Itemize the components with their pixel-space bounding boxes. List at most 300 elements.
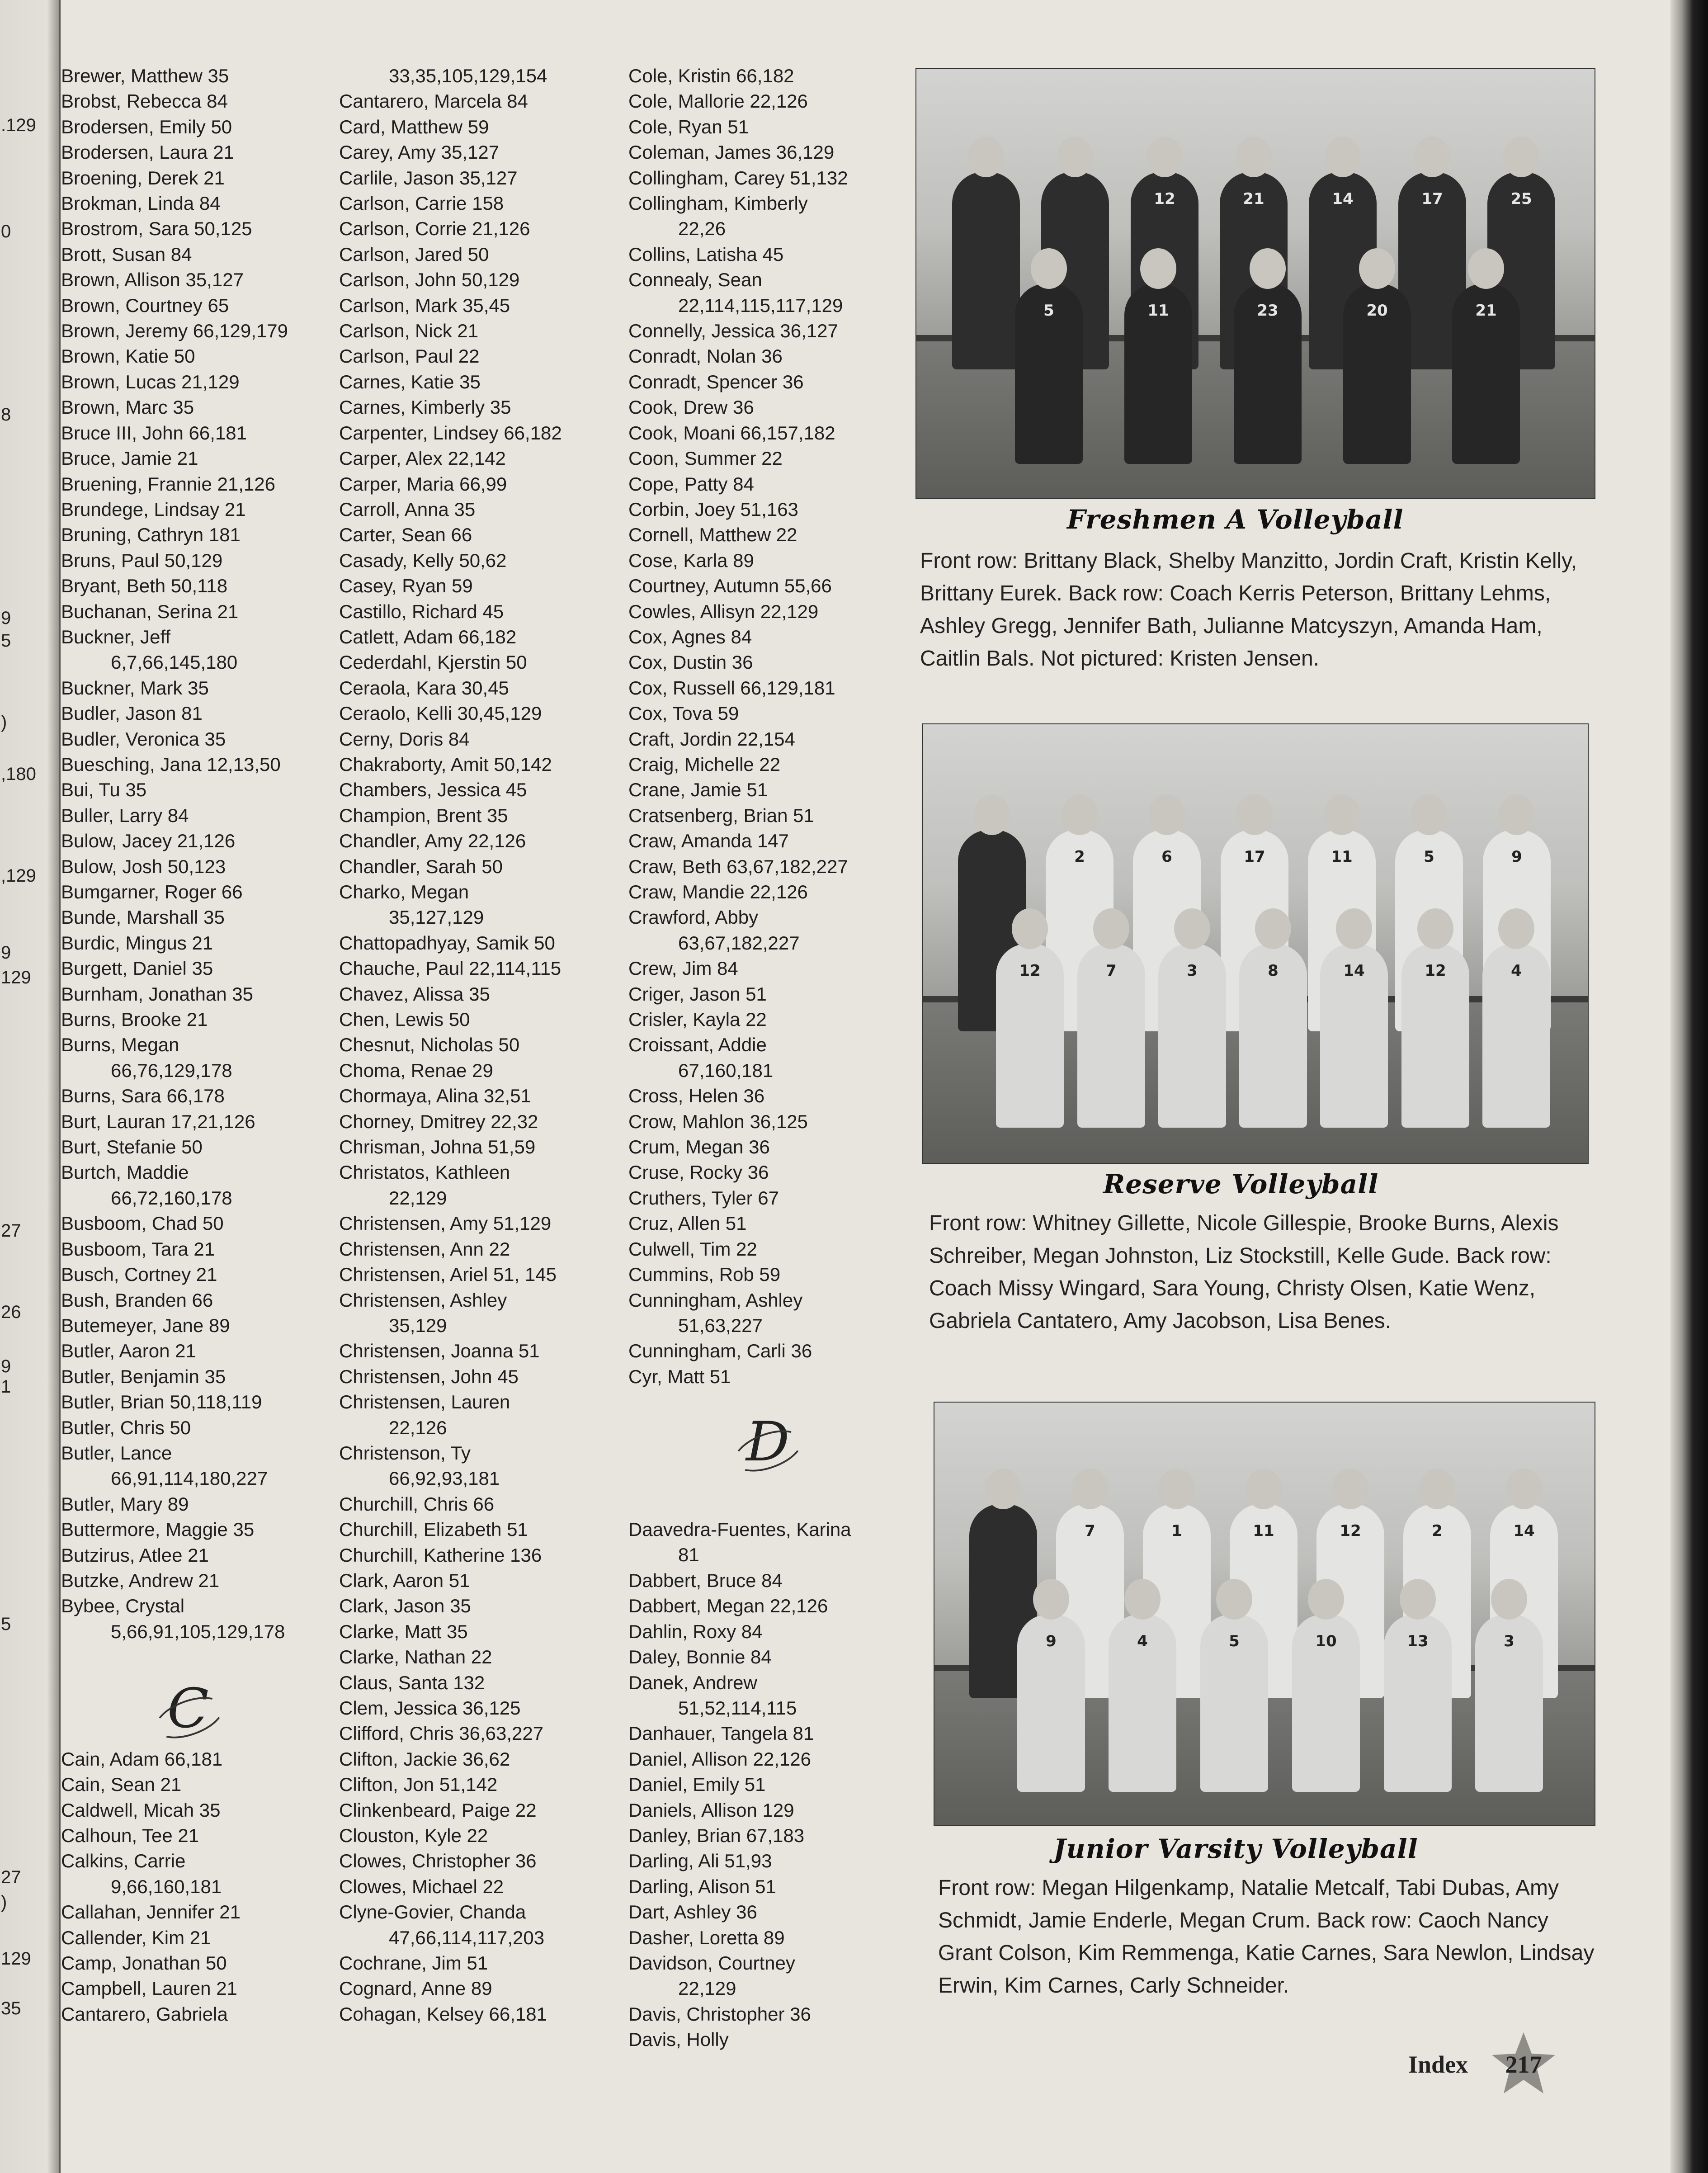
- index-entry: Bruce, Jamie 21: [61, 448, 198, 469]
- index-entry: Collingham, Kimberly: [628, 193, 808, 214]
- index-entry: Darling, Alison 51: [628, 1875, 776, 1897]
- index-entry: Busboom, Chad 50: [61, 1213, 224, 1234]
- index-entry: Christensen, Joanna 51: [339, 1340, 540, 1362]
- index-entry: Busboom, Tara 21: [61, 1238, 215, 1260]
- index-entry: Charko, Megan: [339, 881, 469, 902]
- previous-page-fragment: 129: [1, 968, 31, 987]
- index-entry: Brott, Susan 84: [61, 243, 192, 265]
- index-entry: Dabbert, Bruce 84: [628, 1569, 783, 1591]
- index-entry: 5,66,91,105,129,178: [111, 1620, 285, 1642]
- index-entry: 66,91,114,180,227: [111, 1468, 268, 1489]
- index-entry: Chavez, Alissa 35: [339, 983, 490, 1005]
- index-entry: Cantarero, Gabriela: [61, 2003, 228, 2025]
- footer-index-label: Index: [1408, 2051, 1468, 2078]
- index-entry: Carnes, Kimberly 35: [339, 397, 511, 418]
- index-entry: 22,26: [678, 218, 726, 240]
- coach-figure: [952, 172, 1020, 369]
- index-entry: Bush, Branden 66: [61, 1289, 213, 1311]
- index-entry: Carlson, Mark 35,45: [339, 294, 510, 316]
- index-entry: 33,35,105,129,154: [389, 65, 547, 86]
- index-entry: 9,66,160,181: [111, 1875, 222, 1897]
- index-entry: Croissant, Addie: [628, 1034, 767, 1056]
- index-entry: Carnes, Katie 35: [339, 371, 481, 392]
- jersey-number: 11: [1253, 1522, 1274, 1540]
- index-entry: Brobst, Rebecca 84: [61, 90, 228, 112]
- index-entry: Bui, Tu 35: [61, 779, 147, 801]
- index-entry: Cox, Russell 66,129,181: [628, 677, 835, 699]
- previous-page-fragment: 5: [1, 1614, 11, 1634]
- index-entry: Cox, Agnes 84: [628, 626, 752, 647]
- previous-page-fragment: ,180: [1, 764, 36, 784]
- index-entry: Dasher, Loretta 89: [628, 1927, 785, 1948]
- index-entry: Bruce III, John 66,181: [61, 422, 247, 444]
- index-entry: 66,72,160,178: [111, 1187, 232, 1209]
- index-entry: Davis, Holly: [628, 2029, 729, 2050]
- index-entry: Cose, Karla 89: [628, 549, 754, 571]
- index-entry: 66,92,93,181: [389, 1468, 500, 1489]
- index-entry: Callender, Kim 21: [61, 1927, 211, 1948]
- player-figure: [1109, 1614, 1176, 1792]
- jersey-number: 3: [1187, 962, 1198, 980]
- previous-page-fragment: 0: [1, 222, 11, 241]
- index-entry: Clark, Aaron 51: [339, 1569, 470, 1591]
- index-entry: Crisler, Kayla 22: [628, 1009, 767, 1030]
- index-entry: Clowes, Michael 22: [339, 1875, 504, 1897]
- player-figure: [1320, 944, 1388, 1128]
- team-title-junior-varsity: Junior Varsity Volleyball: [1053, 1833, 1418, 1864]
- index-entry: Cederdahl, Kjerstin 50: [339, 652, 527, 673]
- player-figure: [1200, 1614, 1268, 1792]
- index-entry: Coleman, James 36,129: [628, 142, 835, 163]
- index-entry: Clowes, Christopher 36: [339, 1850, 537, 1872]
- index-entry: Connealy, Sean: [628, 269, 762, 291]
- binding-edge: [1670, 0, 1708, 2173]
- index-entry: Christatos, Kathleen: [339, 1162, 510, 1183]
- index-entry: Brown, Katie 50: [61, 345, 195, 367]
- index-entry: Danhauer, Tangela 81: [628, 1723, 814, 1744]
- index-entry: Caldwell, Micah 35: [61, 1799, 221, 1821]
- index-entry: Crew, Jim 84: [628, 958, 738, 979]
- index-entry: Cognard, Anne 89: [339, 1978, 492, 1999]
- page-number: 217: [1505, 2051, 1542, 2078]
- jersey-number: 13: [1407, 1632, 1429, 1650]
- player-figure: [1292, 1614, 1360, 1792]
- index-entry: Ceraolo, Kelli 30,45,129: [339, 703, 542, 724]
- index-entry: 67,160,181: [678, 1059, 774, 1081]
- index-entry: Darling, Ali 51,93: [628, 1850, 772, 1872]
- index-entry: 51,52,114,115: [678, 1697, 797, 1719]
- index-entry: Carper, Maria 66,99: [339, 473, 507, 495]
- previous-page-edge: [0, 0, 61, 2173]
- jersey-number: 12: [1019, 962, 1041, 980]
- previous-page-fragment: 9: [1, 608, 11, 628]
- index-entry: Chesnut, Nicholas 50: [339, 1034, 520, 1056]
- index-entry: Daniel, Emily 51: [628, 1774, 766, 1795]
- index-entry: Burns, Megan: [61, 1034, 179, 1056]
- index-entry: Brown, Allison 35,127: [61, 269, 244, 291]
- player-figure: [1401, 944, 1469, 1128]
- index-entry: Bumgarner, Roger 66: [61, 881, 243, 902]
- index-entry: Burt, Lauran 17,21,126: [61, 1110, 255, 1132]
- index-entry: Cratsenberg, Brian 51: [628, 804, 814, 826]
- index-entry: Burns, Brooke 21: [61, 1009, 208, 1030]
- previous-page-fragment: 9: [1, 1356, 11, 1376]
- jersey-number: 5: [1424, 848, 1434, 866]
- index-entry: Collingham, Carey 51,132: [628, 167, 848, 189]
- index-entry: Brostrom, Sara 50,125: [61, 218, 252, 240]
- index-entry: Chakraborty, Amit 50,142: [339, 753, 552, 775]
- player-figure: [1077, 944, 1145, 1128]
- index-entry: Butzke, Andrew 21: [61, 1569, 220, 1591]
- index-entry: Chandler, Amy 22,126: [339, 830, 526, 852]
- index-entry: Butemeyer, Jane 89: [61, 1314, 230, 1336]
- team-photo-reserve: [922, 723, 1589, 1164]
- index-entry: Clouston, Kyle 22: [339, 1825, 488, 1847]
- index-entry: Cook, Drew 36: [628, 397, 754, 418]
- index-entry: Carey, Amy 35,127: [339, 142, 500, 163]
- index-entry: Burns, Sara 66,178: [61, 1085, 225, 1107]
- index-entry: Daniel, Allison 22,126: [628, 1748, 811, 1770]
- index-entry: Cowles, Allisyn 22,129: [628, 600, 819, 622]
- index-entry: Butzirus, Atlee 21: [61, 1544, 209, 1566]
- index-entry: Corbin, Joey 51,163: [628, 498, 798, 520]
- index-entry: Churchill, Katherine 136: [339, 1544, 542, 1566]
- index-entry: Cole, Ryan 51: [628, 116, 749, 137]
- index-entry: Davis, Christopher 36: [628, 2003, 811, 2025]
- index-entry: Christensen, John 45: [339, 1365, 519, 1387]
- jersey-number: 9: [1511, 848, 1522, 866]
- index-entry: Brokman, Linda 84: [61, 193, 221, 214]
- index-entry: Cox, Dustin 36: [628, 652, 753, 673]
- index-entry: Chambers, Jessica 45: [339, 779, 527, 801]
- index-entry: Carlson, Jared 50: [339, 243, 489, 265]
- index-entry: 47,66,114,117,203: [389, 1927, 545, 1948]
- index-entry: Burdic, Mingus 21: [61, 932, 213, 954]
- index-entry: Chrisman, Johna 51,59: [339, 1136, 536, 1158]
- index-entry: Cain, Adam 66,181: [61, 1748, 223, 1770]
- index-entry: Chattopadhyay, Samik 50: [339, 932, 555, 954]
- index-entry: Cain, Sean 21: [61, 1774, 182, 1795]
- index-entry: Danek, Andrew: [628, 1672, 757, 1693]
- previous-page-fragment: 26: [1, 1302, 21, 1322]
- index-entry: Calhoun, Tee 21: [61, 1824, 199, 1846]
- index-spacer: [61, 1644, 337, 1670]
- jersey-number: 8: [1268, 962, 1279, 980]
- index-entry: Burt, Stefanie 50: [61, 1136, 203, 1158]
- index-entry: Craw, Mandie 22,126: [628, 881, 808, 902]
- index-entry: Crane, Jamie 51: [628, 779, 768, 801]
- jersey-number: 12: [1154, 190, 1175, 208]
- index-entry: Campbell, Lauren 21: [61, 1978, 237, 1999]
- player-figure: [1158, 944, 1226, 1128]
- index-entry: Butler, Brian 50,118,119: [61, 1391, 262, 1413]
- jersey-number: 3: [1504, 1632, 1515, 1650]
- index-entry: Chen, Lewis 50: [339, 1009, 470, 1030]
- index-entry: Christensen, Ariel 51, 145: [339, 1264, 557, 1285]
- jersey-number: 2: [1432, 1522, 1443, 1540]
- index-entry: Crow, Mahlon 36,125: [628, 1110, 808, 1132]
- index-entry: 22,126: [389, 1417, 447, 1438]
- player-figure: [1475, 1614, 1543, 1792]
- index-entry: Buchanan, Serina 21: [61, 600, 239, 622]
- previous-page-fragment: ): [1, 712, 7, 732]
- index-entry: Broening, Derek 21: [61, 167, 225, 189]
- index-entry: Dahlin, Roxy 84: [628, 1620, 763, 1642]
- index-entry: Carroll, Anna 35: [339, 498, 476, 520]
- index-entry: Conradt, Nolan 36: [628, 345, 783, 367]
- index-entry: Cunningham, Carli 36: [628, 1340, 812, 1362]
- index-entry: Brown, Courtney 65: [61, 294, 229, 316]
- index-entry: Budler, Veronica 35: [61, 728, 226, 750]
- index-entry: Churchill, Chris 66: [339, 1493, 495, 1515]
- index-entry: Dabbert, Megan 22,126: [628, 1595, 828, 1617]
- index-entry: Danley, Brian 67,183: [628, 1824, 805, 1846]
- index-entry: Butler, Lance: [61, 1442, 172, 1464]
- index-entry: Chormaya, Alina 32,51: [339, 1085, 531, 1107]
- index-entry: Christensen, Ashley: [339, 1289, 507, 1311]
- index-entry: 35,129: [389, 1314, 447, 1336]
- index-entry: Carlson, John 50,129: [339, 269, 520, 291]
- index-entry: Brown, Lucas 21,129: [61, 371, 240, 392]
- player-figure: [1384, 1614, 1452, 1792]
- jersey-number: 17: [1244, 848, 1265, 866]
- team-caption-junior-varsity: Front row: Megan Hilgenkamp, Natalie Metcalf, Tabi Dubas, Amy Schmidt, Jamie Enderle, Megan Crum. Back row: Caoch Nancy Grant Colson, Kim Remmenga, Katie Carnes, Sara Newlon, Lindsay Erwin, Kim Carnes, Carly Schneider.: [938, 1876, 1595, 1998]
- index-entry: Brown, Jeremy 66,129,179: [61, 320, 288, 342]
- index-entry: Buttermore, Maggie 35: [61, 1519, 255, 1540]
- index-entry: Bruns, Paul 50,129: [61, 549, 223, 571]
- index-entry: Brewer, Matthew 35: [61, 65, 229, 86]
- index-entry: Cummins, Rob 59: [628, 1264, 781, 1285]
- index-entry: Casey, Ryan 59: [339, 575, 473, 597]
- team-caption-freshmen: Front row: Brittany Black, Shelby Manzitto, Jordin Craft, Kristin Kelly, Brittany Eurek. Back row: Coach Kerris Peterson, Brittany Lehms, Ashley Gregg, Jennifer Bath, Julianne Matcyszyn, Amanda Ham, Caitlin Bals. Not pictured: Kristen Jensen.: [920, 549, 1577, 671]
- previous-page-fragment: 27: [1, 1221, 21, 1241]
- index-entry: Choma, Renae 29: [339, 1059, 493, 1081]
- index-entry: Chandler, Sarah 50: [339, 855, 503, 877]
- index-entry: Christensen, Ann 22: [339, 1238, 510, 1260]
- jersey-number: 23: [1257, 302, 1279, 320]
- index-entry: Conradt, Spencer 36: [628, 371, 804, 392]
- index-entry: Bruning, Cathryn 181: [61, 524, 241, 546]
- index-entry: Clifton, Jon 51,142: [339, 1774, 498, 1795]
- index-entry: Buesching, Jana 12,13,50: [61, 753, 281, 775]
- index-entry: Carter, Sean 66: [339, 524, 472, 546]
- index-entry: Clarke, Nathan 22: [339, 1646, 492, 1668]
- index-entry: Collins, Latisha 45: [628, 243, 784, 265]
- index-entry: Bruening, Frannie 21,126: [61, 473, 275, 495]
- index-entry: Bybee, Crystal: [61, 1595, 185, 1617]
- index-entry: Chorney, Dmitrey 22,32: [339, 1110, 538, 1132]
- player-figure: [1017, 1614, 1085, 1792]
- index-entry: Butler, Aaron 21: [61, 1340, 196, 1362]
- index-entry: Budler, Jason 81: [61, 703, 203, 724]
- index-entry: Criger, Jason 51: [628, 983, 767, 1005]
- index-entry: Chauche, Paul 22,114,115: [339, 958, 561, 979]
- index-entry: Champion, Brent 35: [339, 804, 508, 826]
- index-entry: Cornell, Matthew 22: [628, 524, 797, 546]
- index-entry: Clark, Jason 35: [339, 1595, 471, 1617]
- previous-page-fragment: 9: [1, 943, 11, 963]
- jersey-number: 5: [1229, 1632, 1240, 1650]
- index-entry: Cruthers, Tyler 67: [628, 1187, 779, 1209]
- index-entry: 81: [678, 1544, 699, 1566]
- index-entry: Churchill, Elizabeth 51: [339, 1519, 528, 1540]
- index-column-2: [339, 63, 619, 2027]
- jersey-number: 20: [1366, 302, 1388, 320]
- index-entry: Carlson, Nick 21: [339, 320, 479, 342]
- jersey-number: 5: [1043, 302, 1054, 320]
- index-entry: Cross, Helen 36: [628, 1085, 765, 1107]
- jersey-number: 1: [1171, 1522, 1182, 1540]
- index-entry: Cole, Mallorie 22,126: [628, 90, 808, 112]
- index-entry: Carpenter, Lindsey 66,182: [339, 422, 562, 444]
- team-caption-reserve: Front row: Whitney Gillette, Nicole Gillespie, Brooke Burns, Alexis Schreiber, Megan Johnston, Liz Stockstill, Kelle Gude. Back row: Coach Missy Wingard, Sara Young, Christy Olsen, Katie Wenz, Gabriela Cantatero, Amy Jacobson, Lisa Benes.: [929, 1211, 1559, 1333]
- index-entry: Craft, Jordin 22,154: [628, 728, 795, 750]
- index-entry: Catlett, Adam 66,182: [339, 626, 517, 647]
- player-figure: [1482, 944, 1550, 1128]
- jersey-number: 11: [1331, 848, 1353, 866]
- index-entry: Butler, Mary 89: [61, 1493, 189, 1515]
- index-entry: Carper, Alex 22,142: [339, 448, 506, 469]
- index-entry: Courtney, Autumn 55,66: [628, 575, 832, 597]
- index-column-3: [628, 63, 909, 2053]
- jersey-number: 4: [1511, 962, 1522, 980]
- index-entry: Cruz, Allen 51: [628, 1213, 747, 1234]
- previous-page-fragment: 129: [1, 1949, 31, 1969]
- index-entry: Christenson, Ty: [339, 1442, 471, 1464]
- index-entry: Dart, Ashley 36: [628, 1901, 757, 1923]
- index-entry: 22,129: [389, 1187, 447, 1209]
- section-letter-d: D: [746, 1415, 789, 1469]
- index-entry: Cole, Kristin 66,182: [628, 65, 794, 86]
- index-entry: Cunningham, Ashley: [628, 1289, 803, 1311]
- index-entry: Bulow, Jacey 21,126: [61, 830, 236, 852]
- index-entry: Davidson, Courtney: [628, 1952, 795, 1974]
- player-figure: [996, 944, 1064, 1128]
- jersey-number: 7: [1085, 1522, 1095, 1540]
- player-figure: [1452, 283, 1520, 464]
- index-entry: Camp, Jonathan 50: [61, 1952, 227, 1974]
- jersey-number: 6: [1161, 848, 1172, 866]
- team-title-freshmen: Freshmen A Volleyball: [1067, 504, 1404, 535]
- index-entry: Callahan, Jennifer 21: [61, 1901, 241, 1923]
- index-entry: Brown, Marc 35: [61, 397, 194, 418]
- index-entry: Clem, Jessica 36,125: [339, 1697, 521, 1719]
- previous-page-fragment: 27: [1, 1867, 21, 1887]
- index-entry: Bryant, Beth 50,118: [61, 575, 228, 597]
- index-entry: Christensen, Amy 51,129: [339, 1213, 552, 1234]
- index-entry: Clarke, Matt 35: [339, 1620, 468, 1642]
- index-spacer: [628, 1492, 909, 1517]
- index-entry: Card, Matthew 59: [339, 116, 489, 137]
- index-entry: Buckner, Jeff: [61, 626, 171, 647]
- index-entry: Christensen, Lauren: [339, 1391, 510, 1413]
- index-entry: Crawford, Abby: [628, 907, 759, 928]
- jersey-number: 10: [1315, 1632, 1337, 1650]
- index-entry: Busch, Cortney 21: [61, 1264, 217, 1285]
- jersey-number: 2: [1074, 848, 1085, 866]
- index-entry: Cook, Moani 66,157,182: [628, 422, 835, 444]
- index-entry: Cope, Patty 84: [628, 473, 754, 495]
- index-entry: 66,76,129,178: [111, 1059, 232, 1081]
- jersey-number: 7: [1106, 962, 1117, 980]
- index-entry: Crum, Megan 36: [628, 1136, 770, 1158]
- index-entry: Carlson, Corrie 21,126: [339, 218, 530, 240]
- jersey-number: 25: [1510, 190, 1532, 208]
- jersey-number: 4: [1137, 1632, 1148, 1650]
- index-entry: Cantarero, Marcela 84: [339, 90, 528, 112]
- previous-page-fragment: 35: [1, 1998, 21, 2018]
- index-entry: Craw, Amanda 147: [628, 830, 789, 852]
- previous-page-fragment: ,129: [1, 866, 36, 886]
- index-entry: Brodersen, Laura 21: [61, 142, 234, 163]
- index-entry: Brundege, Lindsay 21: [61, 498, 246, 520]
- index-entry: Butler, Benjamin 35: [61, 1365, 226, 1387]
- index-entry: Calkins, Carrie: [61, 1850, 186, 1872]
- index-entry: Connelly, Jessica 36,127: [628, 320, 838, 342]
- index-entry: 51,63,227: [678, 1314, 763, 1336]
- index-entry: 63,67,182,227: [678, 932, 800, 954]
- jersey-number: 9: [1046, 1632, 1057, 1650]
- jersey-number: 14: [1332, 190, 1354, 208]
- index-entry: Cyr, Matt 51: [628, 1365, 731, 1387]
- jersey-number: 14: [1343, 962, 1365, 980]
- index-entry: Carlson, Paul 22: [339, 345, 480, 367]
- index-entry: Clifford, Chris 36,63,227: [339, 1723, 544, 1744]
- index-entry: Burnham, Jonathan 35: [61, 983, 253, 1005]
- index-entry: Cox, Tova 59: [628, 703, 739, 724]
- index-entry: 6,7,66,145,180: [111, 652, 238, 673]
- previous-page-fragment: .129: [1, 115, 36, 135]
- index-entry: Buckner, Mark 35: [61, 677, 209, 699]
- index-entry: Ceraola, Kara 30,45: [339, 677, 509, 699]
- previous-page-fragment: ): [1, 1892, 7, 1912]
- index-entry: Carlson, Carrie 158: [339, 193, 504, 214]
- index-entry: Bunde, Marshall 35: [61, 907, 225, 928]
- jersey-number: 12: [1340, 1522, 1361, 1540]
- index-entry: Clifton, Jackie 36,62: [339, 1748, 510, 1770]
- previous-page-fragment: 8: [1, 405, 11, 425]
- jersey-number: 14: [1513, 1522, 1535, 1540]
- index-entry: Burtch, Maddie: [61, 1162, 189, 1183]
- index-entry: Brodersen, Emily 50: [61, 116, 232, 137]
- index-entry: Buller, Larry 84: [61, 804, 189, 826]
- player-figure: [1343, 283, 1411, 464]
- index-entry: Cochrane, Jim 51: [339, 1952, 488, 1974]
- previous-page-fragment: 1: [1, 1377, 11, 1397]
- index-entry: Cerny, Doris 84: [339, 728, 470, 750]
- jersey-number: 21: [1475, 302, 1497, 320]
- section-letter-c: C: [167, 1682, 209, 1736]
- index-entry: 22,114,115,117,129: [678, 294, 843, 316]
- index-entry: Daley, Bonnie 84: [628, 1646, 772, 1668]
- index-entry: Daavedra-Fuentes, Karina: [628, 1519, 851, 1540]
- player-figure: [1239, 944, 1307, 1128]
- player-figure: [1124, 283, 1192, 464]
- previous-page-fragment: 5: [1, 631, 11, 651]
- team-photo-junior-varsity: [934, 1402, 1595, 1826]
- index-entry: Clinkenbeard, Paige 22: [339, 1799, 537, 1821]
- index-entry: Coon, Summer 22: [628, 448, 783, 469]
- index-entry: Butler, Chris 50: [61, 1417, 191, 1438]
- index-entry: Carlile, Jason 35,127: [339, 167, 518, 189]
- index-entry: Burgett, Daniel 35: [61, 958, 213, 979]
- index-entry: Castillo, Richard 45: [339, 600, 504, 622]
- index-entry: Cruse, Rocky 36: [628, 1162, 769, 1183]
- jersey-number: 17: [1421, 190, 1443, 208]
- index-entry: Cohagan, Kelsey 66,181: [339, 2003, 547, 2025]
- index-entry: Craw, Beth 63,67,182,227: [628, 855, 848, 877]
- index-entry: 22,129: [678, 1978, 736, 1999]
